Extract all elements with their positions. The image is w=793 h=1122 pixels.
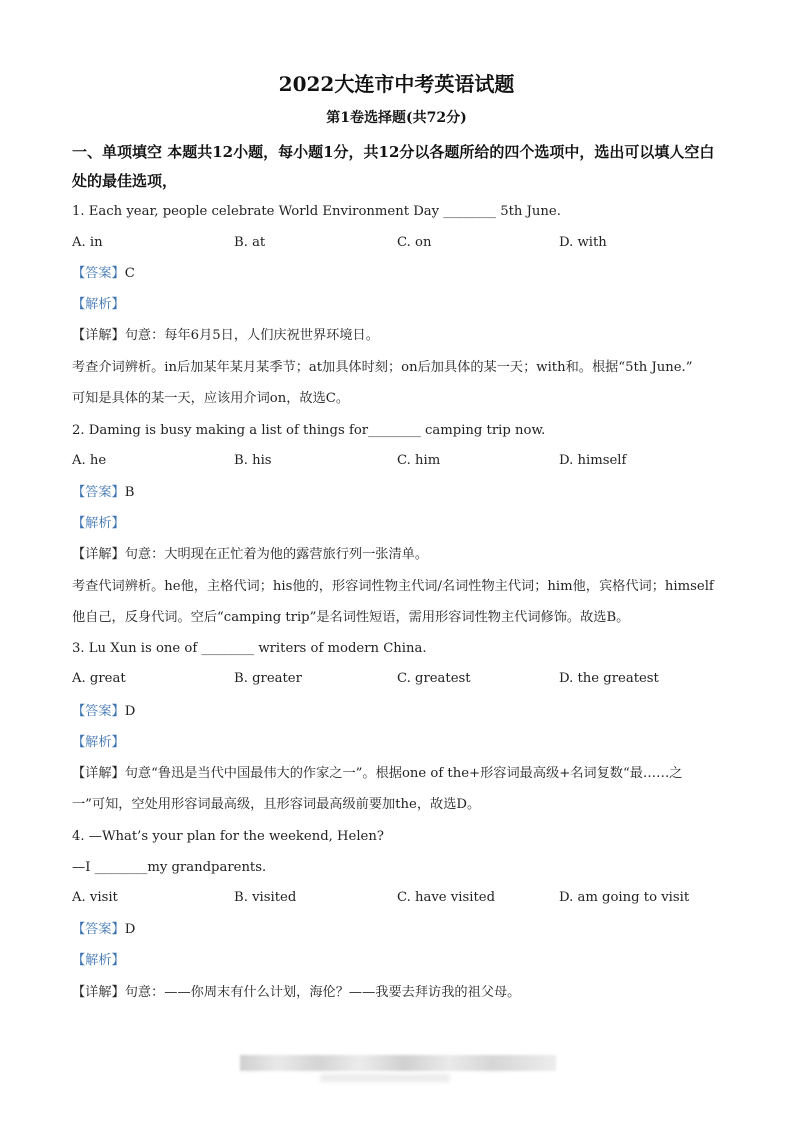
question-3-option-b: B. greater <box>234 671 302 686</box>
blurred-watermark-secondary <box>320 1074 450 1082</box>
question-1-detail-line-2: 考查介词辨析。in后加某年某月某季节；at加具体时刻；on后加具体的某一天；with和。根据“5th June.” <box>72 360 693 375</box>
blurred-watermark <box>240 1055 556 1071</box>
question-1-detail-line-1 <box>72 327 732 345</box>
question-4-option-b: B. visited <box>234 890 297 905</box>
question-3-stem: 3. Lu Xun is one of ________ writers of modern China. <box>72 641 427 656</box>
question-4-option-c: C. have visited <box>397 890 496 905</box>
detail-tag: 【详解】 <box>72 547 125 562</box>
question-4-stem-response: —I ________my grandparents. <box>72 860 267 875</box>
question-2-option-a: A. he <box>72 453 107 468</box>
question-1-detail-line-3: 可知是具体的某一天，应该用介词on，故选C。 <box>72 391 350 406</box>
answer-tag: 【答案】 <box>72 485 125 500</box>
answer-value: D <box>124 704 136 719</box>
question-3-option-a: A. great <box>72 671 126 686</box>
answer-value: B <box>124 485 135 500</box>
question-2-option-d: D. himself <box>559 453 627 468</box>
question-4-option-a: A. visit <box>72 890 118 905</box>
detail-tag: 【详解】 <box>72 328 125 343</box>
question-1-option-a: A. in <box>72 235 103 250</box>
question-2-option-c: C. him <box>397 453 441 468</box>
question-4-stem: 4. —What’s your plan for the weekend, Helen? <box>72 829 384 844</box>
detail-text: 句意：大明现在正忙着为他的露营旅行列一张清单。 <box>124 547 429 562</box>
detail-tag: 【详解】 <box>72 766 125 781</box>
question-3-option-d: D. the greatest <box>559 671 659 686</box>
section-heading: 一、单项填空 本题共12小题，每小题1分，共12分以各题所给的四个选项中，选出可以填人空白处的最佳选项， <box>72 143 715 190</box>
question-2-option-b: B. his <box>234 453 272 468</box>
detail-text: 句意“鲁迅是当代中国最伟大的作家之一”。根据one of the+形容词最高级+名词复数“最……之 <box>124 766 683 781</box>
question-4-detail-line-1 <box>72 984 732 1002</box>
answer-tag: 【答案】 <box>72 704 125 719</box>
question-2-detail-line-1 <box>72 546 732 564</box>
question-3-answer <box>72 703 732 721</box>
detail-tag: 【详解】 <box>72 985 125 1000</box>
answer-tag: 【答案】 <box>72 266 125 281</box>
question-3-detail-line-2: 一”可知，空处用形容词最高级，且形容词最高级前要加the，故选D。 <box>72 797 481 812</box>
question-1-analysis-tag: 【解析】 <box>72 297 125 312</box>
question-4-answer <box>72 921 732 939</box>
page-subtitle: 第1卷选择题(共72分) <box>326 110 467 126</box>
detail-text: 句意：每年6月5日，人们庆祝世界环境日。 <box>124 328 379 343</box>
question-1-option-d: D. with <box>559 235 607 250</box>
question-1-answer <box>72 265 732 283</box>
question-3-analysis-tag: 【解析】 <box>72 735 125 750</box>
question-3-option-c: C. greatest <box>397 671 471 686</box>
question-1-stem: 1. Each year, people celebrate World Environment Day ________ 5th June. <box>72 204 561 219</box>
question-4-analysis-tag: 【解析】 <box>72 953 125 968</box>
question-1-option-b: B. at <box>234 235 266 250</box>
detail-text: 句意：——你周末有什么计划，海伦？——我要去拜访我的祖父母。 <box>124 985 521 1000</box>
question-2-analysis-tag: 【解析】 <box>72 516 125 531</box>
answer-tag: 【答案】 <box>72 922 125 937</box>
question-3-detail-line-1 <box>72 765 732 783</box>
question-4-option-d: D. am going to visit <box>559 890 690 905</box>
question-2-stem: 2. Daming is busy making a list of things for________ camping trip now. <box>72 423 546 438</box>
question-2-answer <box>72 484 732 502</box>
question-2-detail-line-2: 考查代词辨析。he他，主格代词；his他的，形容词性物主代词/名词性物主代词；him他，宾格代词；himself <box>72 579 714 594</box>
answer-value: D <box>124 922 136 937</box>
page-title: 2022大连市中考英语试题 <box>278 72 515 96</box>
question-1-option-c: C. on <box>397 235 432 250</box>
answer-value: C <box>124 266 135 281</box>
question-2-detail-line-3: 他自己，反身代词。空后“camping trip”是名词性短语，需用形容词性物主代词修饰。故选B。 <box>72 610 630 625</box>
